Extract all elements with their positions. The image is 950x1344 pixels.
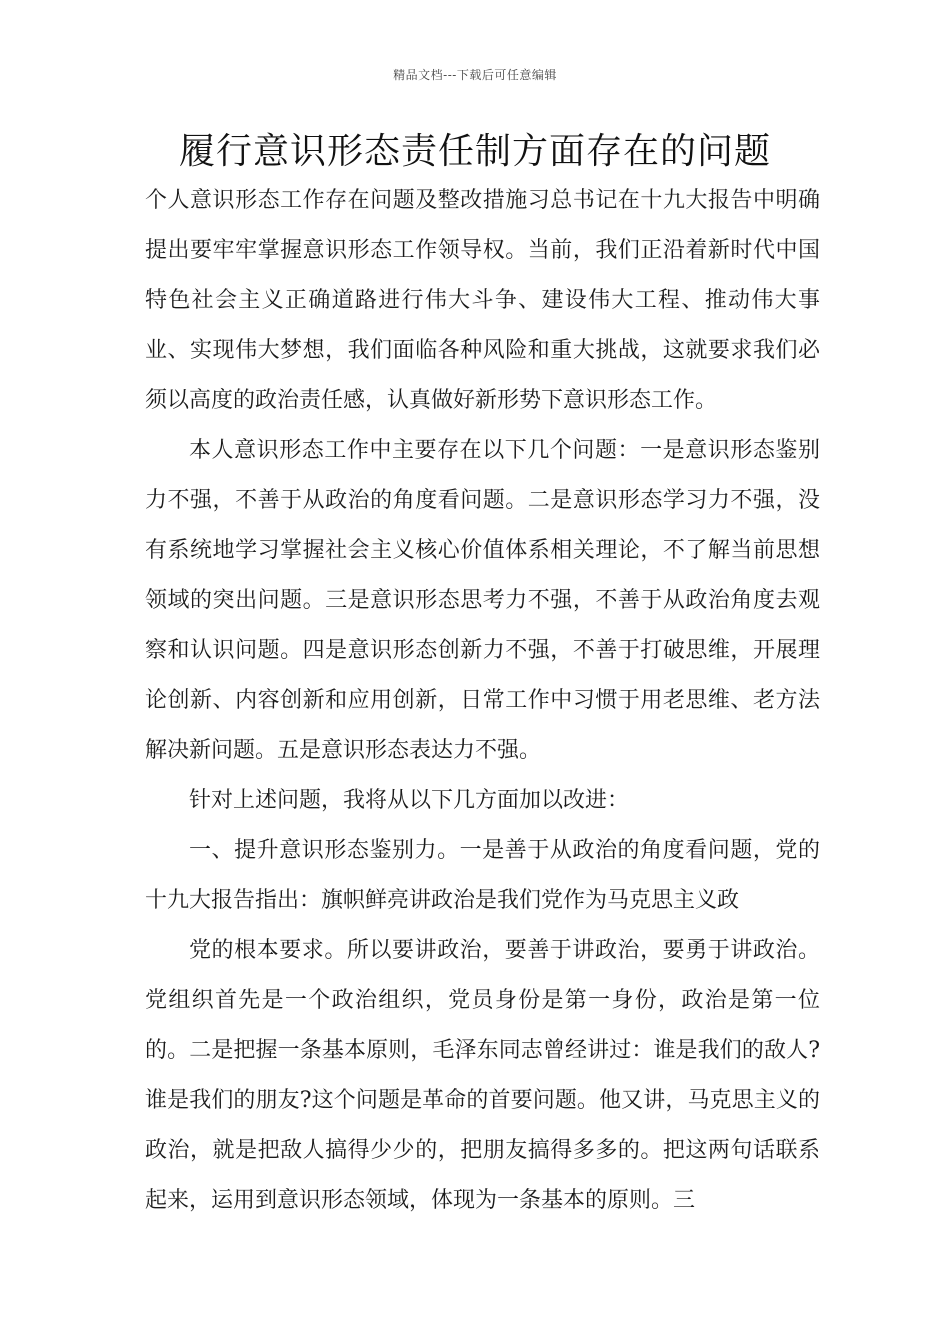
paragraph-text: 针对上述问题，我将从以下几方面加以改进： xyxy=(189,788,630,813)
document-title: 履行意识形态责任制方面存在的问题 xyxy=(178,131,771,172)
paragraph-text: 一、提升意识形态鉴别力。一是善于从政治的角度看问题，党的十九大报告指出：旗帜鲜亮讲政治是我们党作为马克思主义政 xyxy=(145,838,820,913)
paragraph-intro xyxy=(145,176,820,426)
paragraph-improvements-intro xyxy=(145,776,820,826)
paragraph-section-one xyxy=(145,826,820,926)
paragraph-text: 党的根本要求。所以要讲政治，要善于讲政治，要勇于讲政治。党组织首先是一个政治组织，党员身份是第一身份，政治是第一位的。二是把握一条基本原则，毛泽东同志曾经讲过：谁是我们的敌人?谁是我们的朋友?这个问题是革命的首要问题。他又讲，马克思主义的政治，就是把敌人搞得少少的，把朋友搞得多多的。把这两句话联系起来，运用到意识形态领域，体现为一条基本的原则。三 xyxy=(145,938,820,1213)
paragraph-section-one-continued xyxy=(145,926,820,1226)
paragraph-problems xyxy=(145,426,820,776)
paragraph-text: 个人意识形态工作存在问题及整改措施习总书记在十九大报告中明确提出要牢牢掌握意识形态工作领导权。当前，我们正沿着新时代中国特色社会主义正确道路进行伟大斗争、建设伟大工程、推动伟大事业、实现伟大梦想，我们面临各种风险和重大挑战，这就要求我们必须以高度的政治责任感，认真做好新形势下意识形态工作。 xyxy=(145,188,820,413)
page-header-note: 精品文档---下载后可任意编辑 xyxy=(393,68,557,82)
paragraph-text: 本人意识形态工作中主要存在以下几个问题：一是意识形态鉴别力不强，不善于从政治的角度看问题。二是意识形态学习力不强，没有系统地学习掌握社会主义核心价值体系相关理论，不了解当前思想领域的突出问题。三是意识形态思考力不强，不善于从政治角度去观察和认识问题。四是意识形态创新力不强，不善于打破思维，开展理论创新、内容创新和应用创新，日常工作中习惯于用老思维、老方法解决新问题。五是意识形态表达力不强。 xyxy=(145,438,820,763)
